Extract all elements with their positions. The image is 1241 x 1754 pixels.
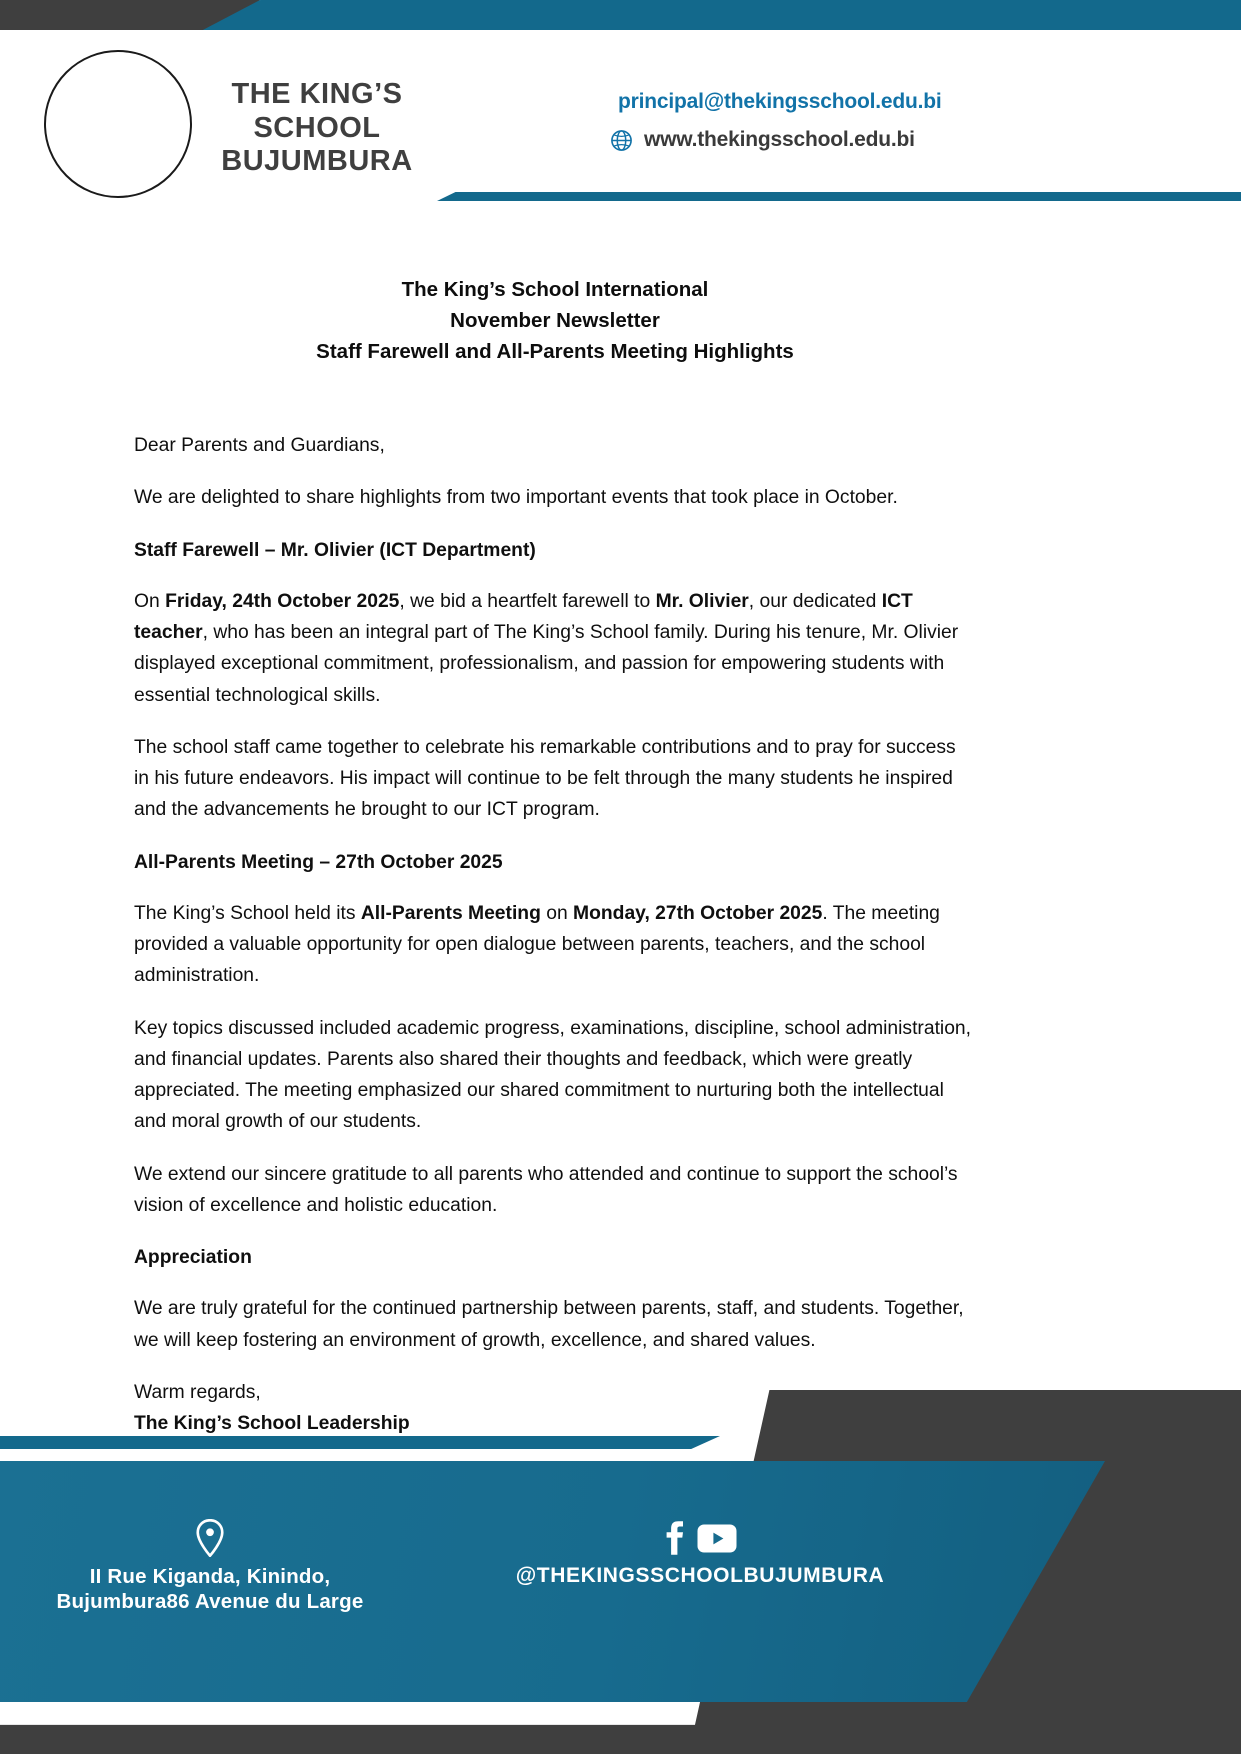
s1p1-bold-date: Friday, 24th October 2025 <box>165 590 400 612</box>
social-icon-row <box>470 1521 930 1555</box>
s2p1-part3: . The meeting provided a valuable opportunity for open dialogue between parents, teachers, and the school administration. <box>134 902 940 987</box>
s2p1-bold-date: Monday, 27th October 2025 <box>573 902 823 924</box>
section-heading-appreciation: Appreciation <box>134 1247 252 1268</box>
school-name-wordmark <box>212 78 422 179</box>
youtube-icon[interactable] <box>697 1524 737 1553</box>
school-name-line-1: THE KING’S <box>231 78 403 110</box>
email-link[interactable]: principal@thekingsschool.edu.bi <box>618 90 942 113</box>
all-parents-paragraph-2: Key topics discussed included academic progress, examinations, discipline, school administration, and financial updates. Parents also shared their thoughts and feedback, which were greatly appreciated. The meeting emphasized our shared commitment to nurturing both the intellectual and moral growth of our students. <box>134 1017 972 1133</box>
social-handle: @THEKINGSSCHOOLBUJUMBURA <box>515 1564 885 1587</box>
staff-farewell-paragraph-1 <box>134 586 972 711</box>
footer-address-line-1: II Rue Kiganda, Kinindo, <box>89 1565 331 1588</box>
school-name-line-2: SCHOOL <box>253 111 381 144</box>
footer-address-line-2: Bujumbura86 Avenue du Large <box>56 1589 364 1613</box>
s2p1-part1: The King’s School held its <box>134 902 361 924</box>
s2p1-part2: on <box>540 902 574 924</box>
title-line-1: The King’s School International <box>401 278 709 301</box>
title-line-2: November Newsletter <box>450 309 660 333</box>
sign-off-line-1: Warm regards, <box>134 1381 261 1403</box>
title-line-3: Staff Farewell and All-Parents Meeting Highlights <box>316 340 794 364</box>
header-decorative-band <box>0 0 1241 30</box>
all-parents-paragraph-3: We extend our sincere gratitude to all parents who attended and continue to support the school’s vision of excellence and holistic education. <box>134 1163 958 1216</box>
s2p1-bold-event: All-Parents Meeting <box>360 902 541 924</box>
website-link[interactable]: www.thekingsschool.edu.bi <box>644 128 915 151</box>
school-name-line-3: BUJUMBURA <box>221 145 413 178</box>
globe-icon <box>610 129 633 152</box>
footer-address-block <box>30 1519 390 1614</box>
salutation: Dear Parents and Guardians, <box>134 435 385 456</box>
header-divider-rule <box>437 192 1241 201</box>
footer-social-block <box>470 1521 930 1588</box>
intro-paragraph: We are delighted to share highlights from two important events that took place in October. <box>134 487 898 509</box>
newsletter-body <box>134 430 972 1439</box>
facebook-icon[interactable] <box>664 1521 684 1555</box>
section-heading-staff-farewell: Staff Farewell – Mr. Olivier (ICT Department) <box>134 539 536 561</box>
sign-off-line-2: The King’s School Leadership <box>134 1413 410 1434</box>
page-title <box>132 274 978 367</box>
s1p1-bold-role: ICT teacher <box>134 590 913 643</box>
s1p1-bold-name: Mr. Olivier <box>655 590 749 612</box>
s1p1-part4: , who has been an integral part of The King’s School family. During his tenure, Mr. Olivier displayed exceptional commitment, professionalism, and passion for empowering students with essential technological skills. <box>134 622 959 706</box>
footer-divider-rule <box>0 1436 720 1449</box>
s1p1-part1: On <box>134 590 166 612</box>
section-heading-all-parents-meeting: All-Parents Meeting – 27th October 2025 <box>134 851 503 873</box>
s1p1-part3: , our dedicated <box>748 590 882 612</box>
header-contact-block <box>610 90 1030 152</box>
location-pin-icon <box>195 1519 225 1557</box>
logo-oval-border <box>44 50 192 198</box>
school-logo <box>44 50 192 198</box>
all-parents-paragraph-1 <box>134 898 972 992</box>
appreciation-paragraph: We are truly grateful for the continued partnership between parents, staff, and students. Together, we will keep fostering an environment of growth, excellence, and shared values. <box>134 1298 964 1351</box>
s1p1-part2: , we bid a heartfelt farewell to <box>399 590 656 612</box>
staff-farewell-paragraph-2: The school staff came together to celebrate his remarkable contributions and to pray for success in his future endeavors. His impact will continue to be felt through the many students he inspired and the advancements he brought to our ICT program. <box>134 736 956 821</box>
website-row[interactable] <box>610 128 1030 152</box>
